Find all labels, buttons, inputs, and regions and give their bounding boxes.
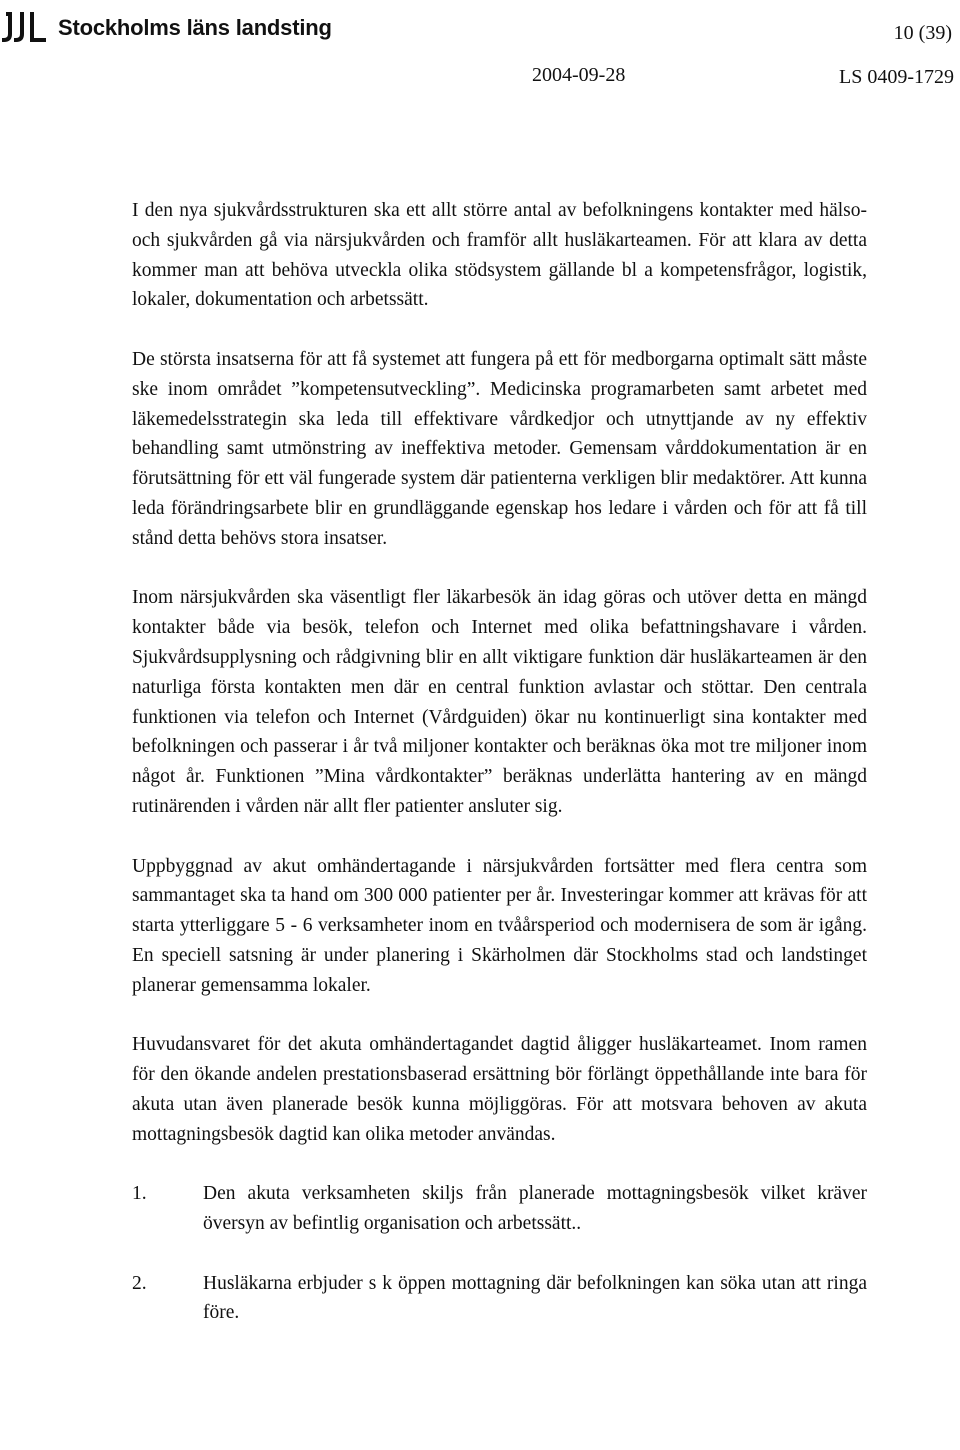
sll-logo-icon (0, 8, 50, 48)
paragraph: Uppbyggnad av akut omhändertagande i närsjukvården fortsätter med flera centra som sammantaget ska ta hand om 300 000 patienter per år. Investeringar kommer att krävas för att starta ytterliggare 5 - 6 verksamheter inom en tvåårsperiod och modernisera de som är igång. En speciell satsning är under planering i Skärholmen där Stockholms stad och landstinget planerar gemensamma lokaler. (132, 855, 867, 996)
paragraph: Inom närsjukvården ska väsentligt fler läkarbesök än idag göras och utöver detta en mängd kontakter både via besök, telefon och Internet med olika befattningshavare i vården. Sjukvårdsupplysning och rådgivning blir en allt viktigare funktion där husläkarteamen är den naturliga första kontakten men där en central funktion avlastar och stöttar. Den centrala funktionen via telefon och Internet (Vårdguiden) ökar nu kontinuerligt sina kontakter med befolkningen och passerar i år två miljoner kontakter och beräknas öka mot tre miljoner inom något år. Funktionen ”Mina vårdkontakter” beräknas underlätta hantering av en mängd rutinärenden i vården när allt fler patienter ansluter sig. (132, 587, 867, 817)
list-text: Den akuta verksamheten skiljs från planerade mottagningsbesök vilket kräver översyn av befintlig organisation och arbetssätt.. (203, 1183, 867, 1235)
paragraph: De största insatserna för att få systemet att fungera på ett för medborgarna optimalt sätt måste ske inom området ”kompetensutveckling”. Medicinska programarbeten samt arbetet med läkemedelsstrategin ska leda till effektivare vårdkedjor och utnyttjande av ny effektiv behandling samt utmönstring av ineffektiva metoder. Gemensam vårddokumentation är en förutsättning för ett väl fungerade system där patienterna verkligen blir medaktörer. Att kunna leda förändringsarbete blir en grundläggande egenskap hos ledare i vården och för att få till stånd detta behövs stora insatser. (132, 348, 867, 549)
list-number: 1. (132, 1183, 147, 1205)
numbered-list-item (132, 1179, 867, 1239)
document-body (132, 196, 867, 1358)
numbered-list-item (132, 1269, 867, 1329)
paragraph: Huvudansvaret för det akuta omhändertagandet dagtid åligger husläkarteamet. Inom ramen för den ökande andelen prestationsbaserad ersättning bör förlängt öppethållande inte bara för akuta utan även planerade besök kunna möjliggöras. För att motsvara behoven av akuta mottagningsbesök dagtid kan olika metoder användas. (132, 1034, 867, 1145)
organization-name: Stockholms läns landsting (58, 15, 332, 40)
document-date: 2004-09-28 (532, 64, 626, 86)
paragraph: I den nya sjukvårdsstrukturen ska ett allt större antal av befolkningens kontakter med hälso- och sjukvården gå via närsjukvården och framför allt husläkarteamen. För att klara av detta kommer man att behöva utveckla olika stödsystem gällande bl a kompetensfrågor, logistik, lokaler, dokumentation och arbetssätt. (132, 200, 867, 311)
page-number: 10 (39) (893, 22, 952, 44)
list-text: Husläkarna erbjuder s k öppen mottagning där befolkningen kan söka utan att ringa före. (203, 1272, 867, 1324)
organization-logo (0, 8, 332, 48)
list-number: 2. (132, 1272, 147, 1294)
document-reference: LS 0409-1729 (839, 66, 954, 88)
